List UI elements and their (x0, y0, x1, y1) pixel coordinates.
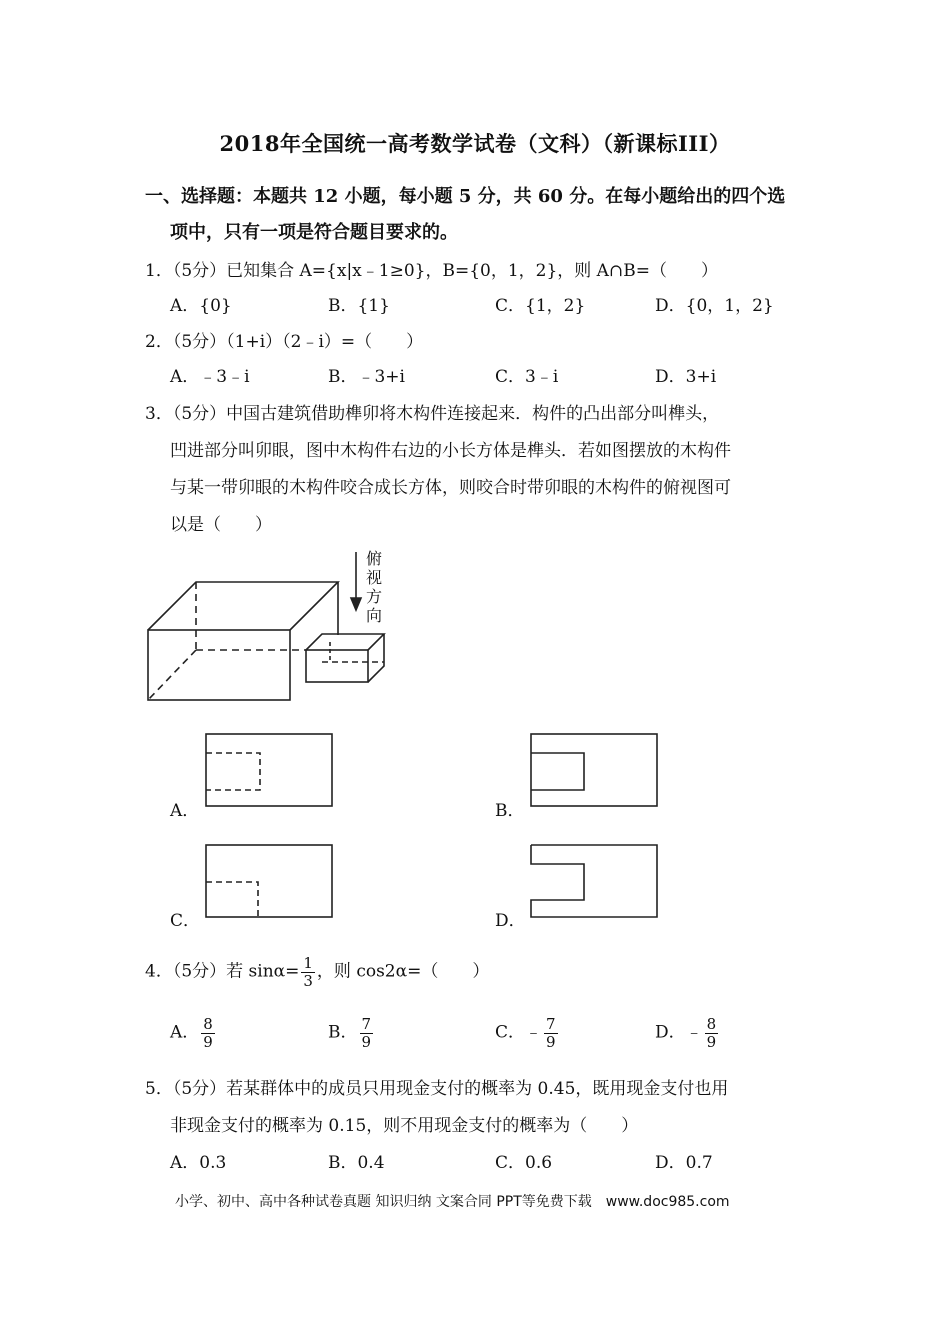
option-a-dashed-notch (206, 753, 260, 790)
option-b-outline (531, 734, 657, 806)
q4-option-c-fraction (544, 1016, 558, 1050)
question-4-stem (145, 955, 489, 989)
q3-option-d-label: D． (495, 911, 526, 931)
q5-option-b: B．0.4 (328, 1153, 385, 1173)
q4-option-c-num: 7 (546, 1015, 556, 1033)
q4-option-c-label: C． (495, 1022, 526, 1043)
q2-option-c: C．3﹣i (495, 367, 559, 387)
q4-option-a-fraction (201, 1016, 215, 1050)
q4-option-d-num: 8 (706, 1015, 717, 1033)
q1-option-c: C．{1，2} (495, 296, 586, 316)
view-direction-char-1: 俯 (366, 549, 383, 568)
q5-option-d: D．0.7 (655, 1153, 713, 1173)
q4-option-a-den: 9 (203, 1032, 213, 1051)
question-2-stem: 2．（5分）（1+i）（2﹣i）=（ ） (145, 332, 424, 352)
q3-option-b-label: B． (495, 801, 525, 821)
q4-option-a (170, 1016, 217, 1050)
q4-option-b (328, 1016, 375, 1050)
q4-option-b-label: B． (328, 1022, 358, 1043)
q4-stem-frac-num: 1 (303, 954, 313, 972)
q5-option-c: C．0.6 (495, 1153, 553, 1173)
q4-option-d-label: D． (655, 1022, 686, 1043)
section-heading-line2: 项中，只有一项是符合题目要求的。 (170, 222, 458, 243)
view-direction-char-3: 方 (366, 587, 383, 606)
q4-option-b-num: 7 (361, 1015, 372, 1033)
q1-option-d: D．{0，1，2} (655, 296, 774, 316)
footer-watermark: 小学、初中、高中各种试卷真题 知识归纳 文案合同 PPT等免费下载 www.doc985.com (175, 1194, 730, 1210)
view-direction-char-2: 视 (366, 568, 383, 587)
q4-option-b-den: 9 (361, 1032, 372, 1051)
q4-option-d-den: 9 (706, 1032, 717, 1051)
page-title: 2018年全国统一高考数学试卷（文科）（新课标III） (219, 131, 731, 156)
view-direction-char-4: 向 (366, 606, 383, 625)
option-c-dashed-corner (206, 882, 258, 917)
q4-option-a-label: A． (170, 1022, 200, 1043)
q4-stem-frac-den: 3 (303, 971, 313, 990)
option-b-solid-notch (531, 753, 584, 790)
question-5-line1: 5．（5分）若某群体中的成员只用现金支付的概率为 0.45，既用现金支付也用 (145, 1079, 729, 1099)
q2-option-d: D．3+i (655, 367, 717, 387)
question-3-line4: 以是（ ） (170, 515, 272, 535)
option-c-outline (206, 845, 332, 917)
q1-option-a: A．{0} (170, 296, 232, 316)
question-3-line3: 与某一带卯眼的木构件咬合成长方体，则咬合时带卯眼的木构件的俯视图可 (170, 478, 731, 498)
q2-option-b: B．﹣3+i (328, 367, 405, 387)
option-a-outline (206, 734, 332, 806)
question-5-line2: 非现金支付的概率为 0.15，则不用现金支付的概率为（ ） (170, 1116, 639, 1136)
q4-option-d (655, 1016, 720, 1050)
q2-option-a: A．﹣3﹣i (170, 367, 250, 387)
q4-option-d-sign: ﹣ (685, 1022, 703, 1043)
question-1-stem: 1．（5分）已知集合 A={x|x﹣1≥0}，B={0，1，2}，则 A∩B=（ ） (145, 261, 718, 281)
q4-option-d-fraction (705, 1016, 719, 1050)
q4-stem-suffix: ，则 cos2α=（ ） (316, 961, 490, 982)
q4-stem-fraction (301, 955, 315, 989)
option-d-notched-outline (531, 845, 657, 917)
question-3-line1: 3．（5分）中国古建筑借助榫卯将木构件连接起来．构件的凸出部分叫榫头， (145, 404, 720, 424)
q4-option-c (495, 1016, 560, 1050)
q4-option-c-den: 9 (546, 1032, 556, 1051)
q4-option-a-num: 8 (203, 1015, 213, 1033)
q4-stem-prefix: 4．（5分）若 sinα= (145, 961, 300, 982)
q3-option-a-label: A． (170, 801, 200, 821)
q5-option-a: A．0.3 (170, 1153, 227, 1173)
q4-option-c-sign: ﹣ (525, 1022, 543, 1043)
q4-option-b-fraction (360, 1016, 374, 1050)
section-heading-line1: 一、选择题：本题共 12 小题，每小题 5 分，共 60 分。在每小题给出的四个选 (145, 186, 786, 207)
q1-option-b: B．{1} (328, 296, 390, 316)
q3-option-c-label: C． (170, 911, 201, 931)
question-3-line2: 凹进部分叫卯眼，图中木构件右边的小长方体是榫头．若如图摆放的木构件 (170, 441, 731, 461)
